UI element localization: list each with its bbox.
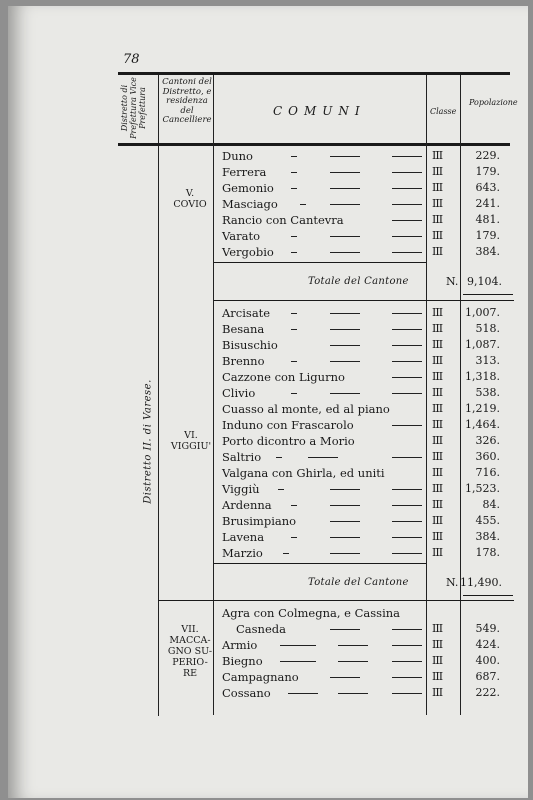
comune-pop: 1,464. [465,418,500,431]
leader-dash [330,204,360,205]
leader-dash [330,505,360,506]
totale-value: 9,104. [467,275,502,288]
comune-name: Porto dicontro a Morio [222,434,355,448]
leader-dash [300,204,306,205]
leader-dash [392,489,422,490]
leader-dash [338,661,368,662]
comune-classe: III [432,181,443,194]
comune-classe: III [432,165,443,178]
comune-pop: 400. [475,654,500,667]
cantone-label: VII. MACCA- GNO SU- PERIO- RE [167,624,213,679]
comune-classe: III [432,213,443,226]
comune-pop: 1,523. [465,482,500,495]
comune-name: Marzio [222,546,263,560]
leader-dash [392,313,422,314]
comune-name: Agra con Colmegna, e Cassina [222,606,401,620]
leader-dash [392,361,422,362]
comune-pop: 360. [475,450,500,463]
leader-dash [392,693,422,694]
comune-classe: III [432,546,443,559]
totale-rule [463,595,513,596]
comune-pop: 716. [475,466,500,479]
comune-name: Lavena [222,530,265,544]
leader-dash [288,693,318,694]
distretto-border [158,146,159,716]
totale-value: 11,490. [460,576,502,589]
leader-dash [330,677,360,678]
comune-pop: 455. [475,514,500,527]
comune-classe: III [432,322,443,335]
leader-dash [291,236,297,237]
leader-dash [392,629,422,630]
leader-dash [308,457,338,458]
comune-pop: 384. [475,245,500,258]
header-popolazione: Popolazione [469,98,518,107]
leader-dash [392,661,422,662]
leader-dash [330,172,360,173]
leader-dash [392,188,422,189]
comune-pop: 326. [475,434,500,447]
leader-dash [280,661,316,662]
leader-dash [291,313,297,314]
section-rule [214,563,426,564]
comune-name: Varato [222,229,261,243]
leader-dash [330,313,360,314]
leader-dash [338,693,368,694]
comune-classe: III [432,622,443,635]
leader-dash [392,393,422,394]
comune-classe: III [432,197,443,210]
leader-dash [291,156,297,157]
comune-name: Masciago [222,197,278,211]
leader-dash [283,553,289,554]
comune-name: Rancio con Cantevra [222,213,344,227]
comune-name: Cossano [222,686,271,700]
leader-dash [330,489,360,490]
comune-pop: 687. [475,670,500,683]
leader-dash [291,537,297,538]
leader-dash [392,156,422,157]
leader-dash [291,329,297,330]
leader-dash [338,645,368,646]
comune-classe: III [432,386,443,399]
leader-dash [291,393,297,394]
comune-classe: III [432,466,443,479]
leader-dash [392,645,422,646]
totale-label: Totale del Cantone [308,276,409,287]
comune-name: Biegno [222,654,263,668]
leader-dash [330,329,360,330]
comune-pop: 481. [475,213,500,226]
comune-pop: 643. [475,181,500,194]
leader-dash [330,537,360,538]
comune-pop: 179. [475,165,500,178]
leader-dash [392,236,422,237]
comune-classe: III [432,229,443,242]
totale-classe: N. [446,275,459,288]
header-comuni: COMUNI [273,104,366,118]
comune-classe: III [432,354,443,367]
distretto-label: Distretto II. di Varese. [142,379,154,504]
leader-dash [392,329,422,330]
leader-dash [278,489,284,490]
comune-name: Ardenna [222,498,272,512]
comune-name: Armio [222,638,258,652]
comune-classe: III [432,306,443,319]
comune-classe: III [432,149,443,162]
comune-classe: III [432,370,443,383]
comune-pop: 384. [475,530,500,543]
leader-dash [392,172,422,173]
comune-classe: III [432,530,443,543]
leader-dash [392,425,422,426]
header-classe: Classe [430,107,457,116]
leader-dash [392,252,422,253]
header-distretto: Distretto di Prefettura Vice Prefettura [120,77,147,139]
leader-dash [392,345,422,346]
comune-name: Brenno [222,354,265,368]
comune-name: Vergobio [222,245,274,259]
comune-pop: 424. [475,638,500,651]
comune-name: Casneda [236,622,286,636]
leader-dash [291,172,297,173]
totale-classe: N. [446,576,459,589]
leader-dash [392,553,422,554]
col-sep-3 [426,75,427,715]
comune-name: Brusimpiano [222,514,297,528]
leader-dash [392,677,422,678]
comune-classe: III [432,514,443,527]
leader-dash [392,204,422,205]
comune-classe: III [432,670,443,683]
leader-dash [392,377,422,378]
comune-pop: 1,318. [465,370,500,383]
comune-classe: III [432,434,443,447]
comune-pop: 1,219. [465,402,500,415]
leader-dash [330,236,360,237]
comune-name: Viggiù [222,482,260,496]
leader-dash [392,537,422,538]
leader-dash [291,252,297,253]
comune-name: Gemonio [222,181,274,195]
leader-dash [330,345,360,346]
comune-name: Clivio [222,386,256,400]
comune-pop: 1,087. [465,338,500,351]
leader-dash [280,645,316,646]
header-bottom-rule [118,143,510,146]
comune-pop: 538. [475,386,500,399]
comune-name: Besana [222,322,265,336]
leader-dash [291,188,297,189]
comune-name: Saltrio [222,450,262,464]
comune-classe: III [432,245,443,258]
comune-name: Cazzone con Ligurno [222,370,345,384]
leader-dash [330,188,360,189]
leader-dash [276,457,282,458]
comune-name: Campagnano [222,670,299,684]
leader-dash [291,361,297,362]
comune-name: Ferrera [222,165,267,179]
book-page [8,6,528,798]
comune-pop: 518. [475,322,500,335]
comune-classe: III [432,418,443,431]
page-number: 78 [123,52,140,67]
comune-pop: 549. [475,622,500,635]
comune-pop: 241. [475,197,500,210]
comune-name: Bisuschio [222,338,278,352]
header-top-rule [118,72,510,75]
totale-rule [463,294,513,295]
comune-classe: III [432,338,443,351]
comune-pop: 1,007. [465,306,500,319]
col-sep-4 [460,75,461,715]
comune-classe: III [432,450,443,463]
comune-classe: III [432,654,443,667]
cantone-label: VI. VIGGIU' [170,430,212,452]
comune-pop: 229. [475,149,500,162]
leader-dash [392,521,422,522]
leader-dash [330,361,360,362]
leader-dash [330,252,360,253]
comune-name: Cuasso al monte, ed al piano [222,402,390,416]
leader-dash [330,553,360,554]
comune-classe: III [432,686,443,699]
section-rule [214,262,426,263]
section-rule [214,300,514,301]
leader-dash [330,629,360,630]
comune-pop: 179. [475,229,500,242]
comune-classe: III [432,402,443,415]
leader-dash [392,505,422,506]
leader-dash [330,156,360,157]
cantone-label: V. COVIO [173,188,207,210]
leader-dash [291,505,297,506]
totale-label: Totale del Cantone [308,577,409,588]
comune-classe: III [432,482,443,495]
comune-name: Arcisate [222,306,271,320]
comune-name: Valgana con Ghirla, ed uniti [222,466,385,480]
leader-dash [330,393,360,394]
comune-pop: 178. [475,546,500,559]
section-rule [158,600,514,601]
comune-classe: III [432,498,443,511]
comune-classe: III [432,638,443,651]
leader-dash [392,457,422,458]
header-cantoni: Cantoni del Distretto, e residenza del Cancelliere [162,77,212,125]
comune-pop: 84. [482,498,500,511]
comune-pop: 313. [475,354,500,367]
comune-name: Induno con Frascarolo [222,418,354,432]
comune-pop: 222. [475,686,500,699]
leader-dash [330,521,360,522]
col-sep-2 [213,75,214,715]
leader-dash [392,220,422,221]
comune-name: Duno [222,149,253,163]
